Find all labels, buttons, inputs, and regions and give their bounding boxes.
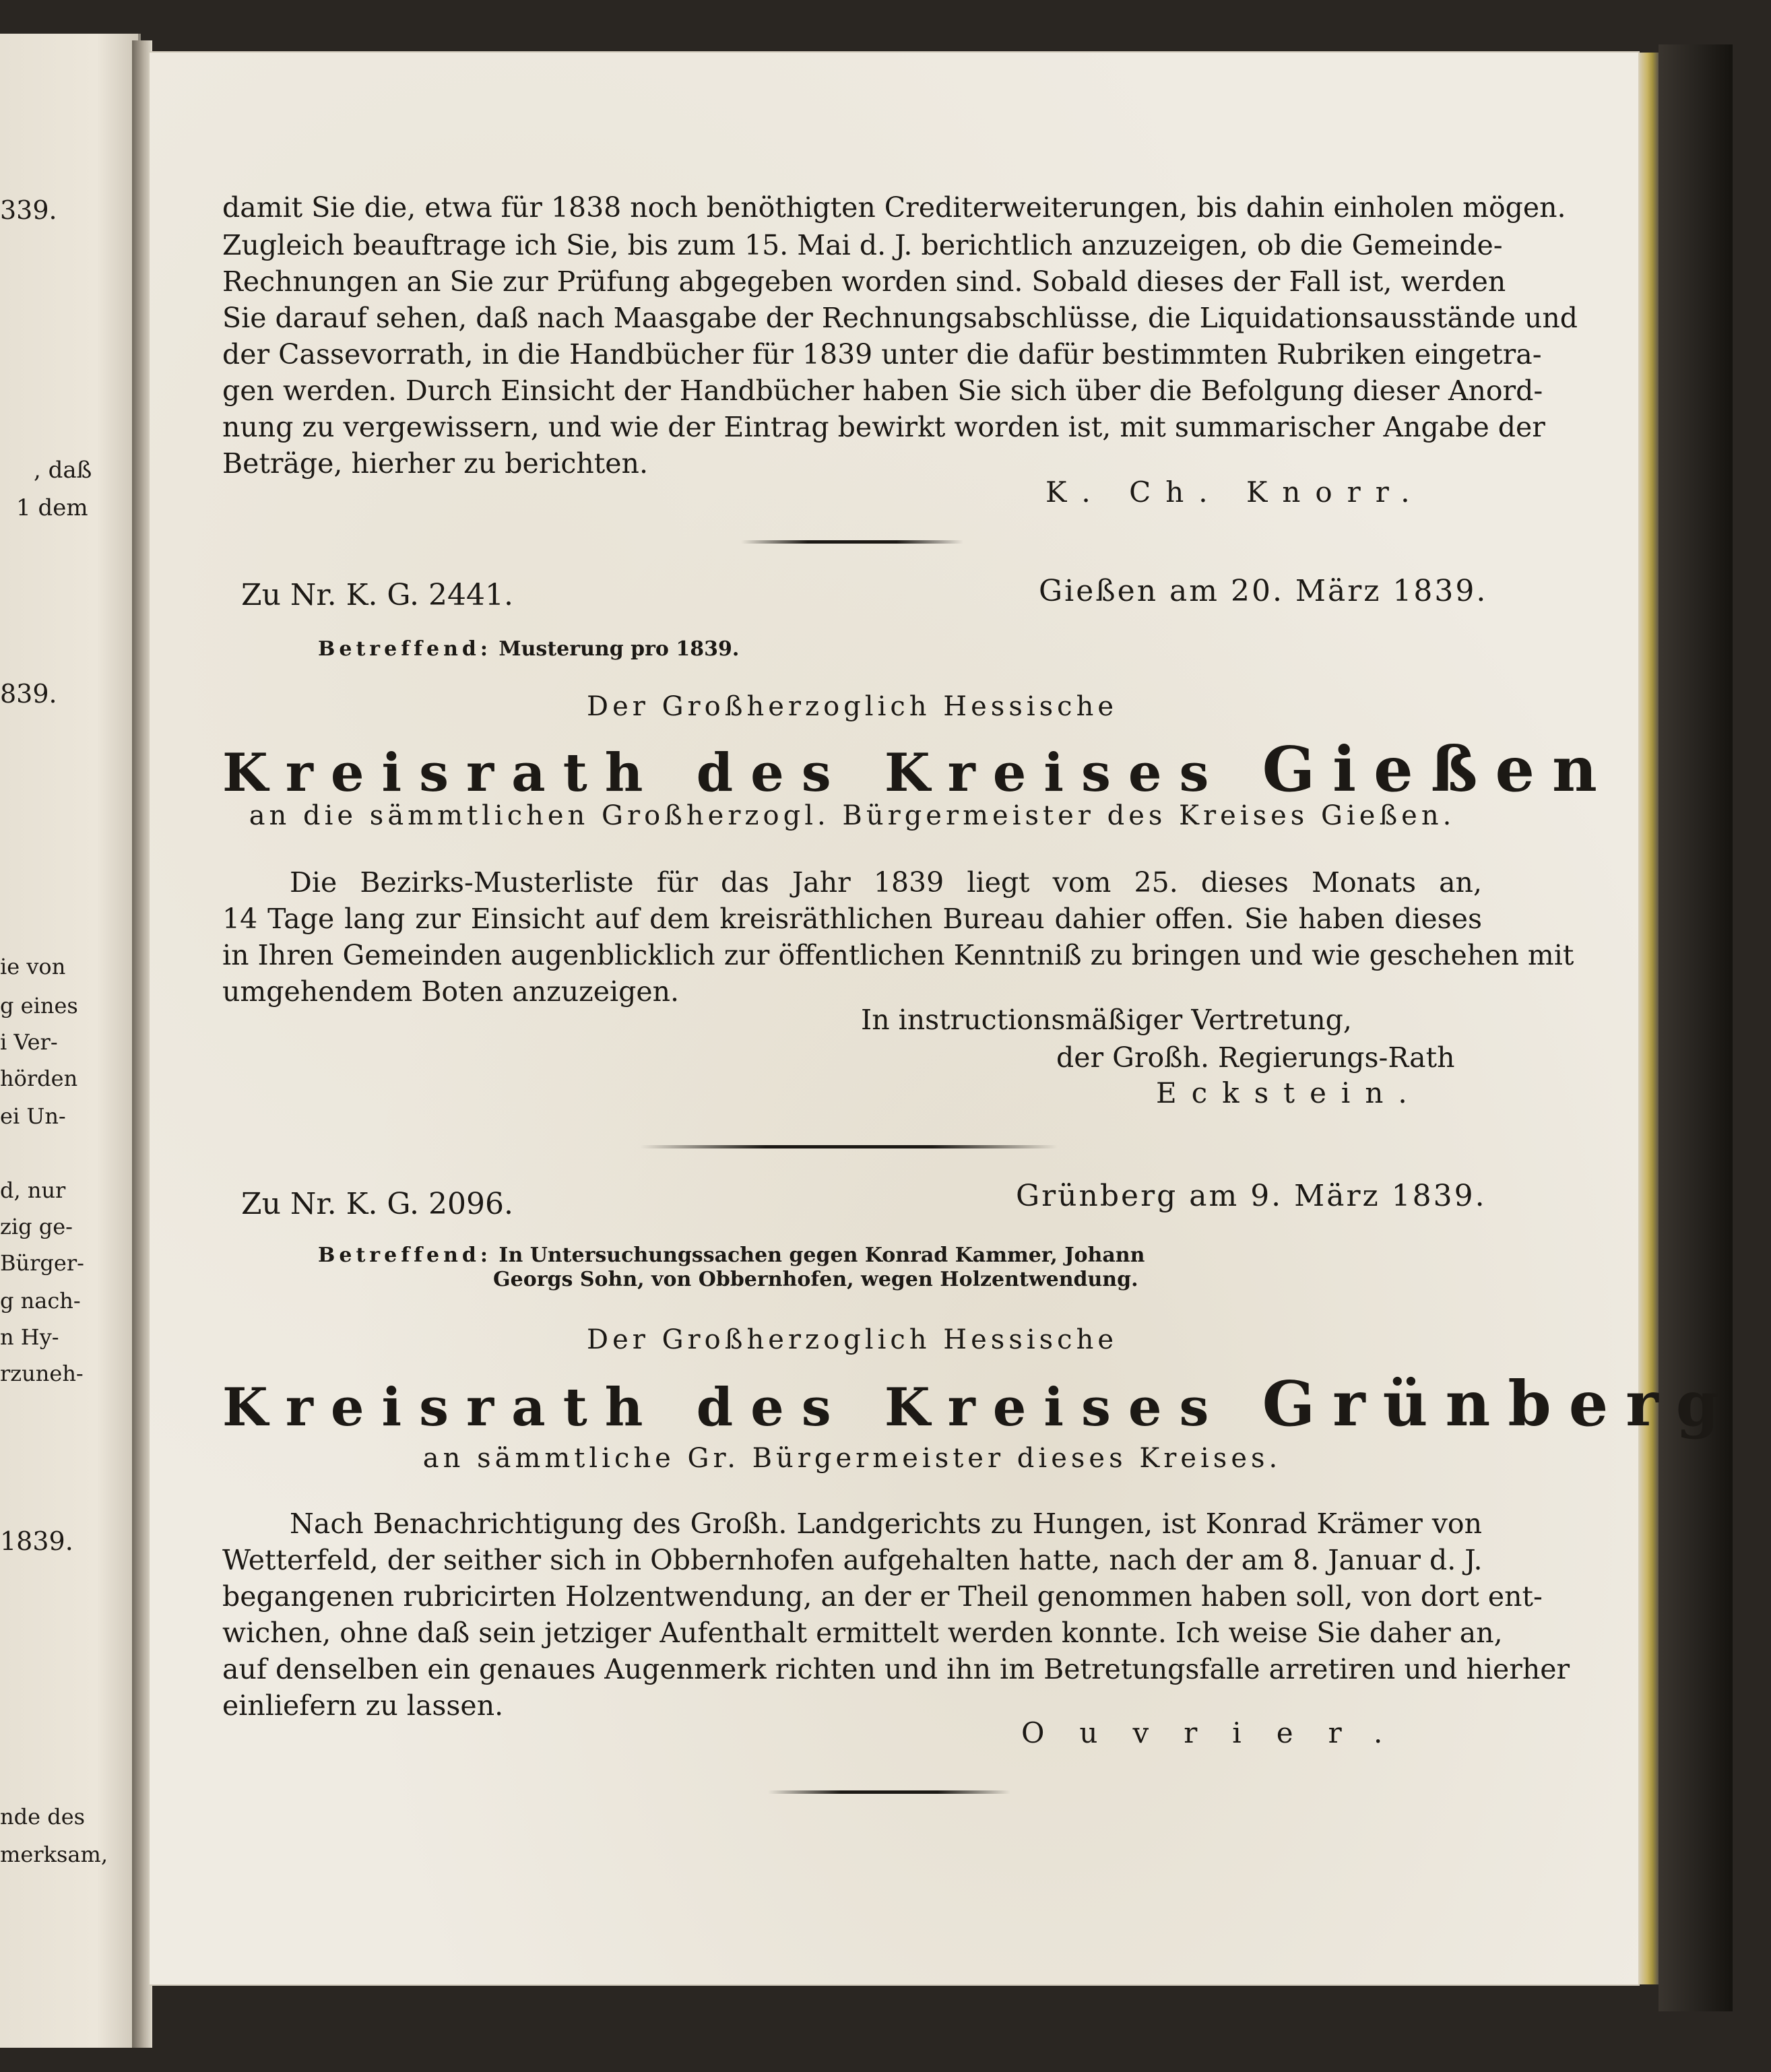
subject-label: Betreffend:: [318, 1243, 492, 1267]
signature: Ouvrier.: [1021, 1716, 1418, 1749]
heading-sub: Der Großherzoglich Hessische: [587, 691, 1118, 722]
left-fragment: Bürger-: [0, 1250, 84, 1276]
reference-number: Zu Nr. K. G. 2441.: [241, 578, 513, 612]
left-fragment: nde des: [0, 1804, 86, 1830]
left-fragment: 339.: [0, 195, 57, 225]
heading-main-b: Grünberg: [1262, 1367, 1737, 1440]
subject-line: [318, 637, 739, 661]
left-fragment: 1839.: [0, 1526, 73, 1556]
body-line: in Ihren Gemeinden augenblicklich zur öffentlichen Kenntniß zu bringen und wie geschehen mit: [222, 939, 1574, 971]
page-edge: [1638, 53, 1659, 1984]
left-fragment: i Ver-: [0, 1029, 58, 1055]
left-fragment: 839.: [0, 679, 57, 709]
signature: Eckstein.: [1156, 1076, 1422, 1109]
heading-main-b: Gießen: [1262, 733, 1615, 806]
section-divider: [640, 1145, 1058, 1148]
heading-main-a: Kreisrath des Kreises: [222, 1377, 1227, 1438]
left-fragment: merksam,: [0, 1842, 108, 1867]
body-line: Wetterfeld, der seither sich in Obbernhofen aufgehalten hatte, nach der am 8. Januar d. J.: [222, 1544, 1483, 1576]
section-divider: [741, 540, 963, 544]
body-line: Nach Benachrichtigung des Großh. Landgerichts zu Hungen, ist Konrad Krämer von: [290, 1508, 1482, 1540]
body-line: Sie darauf sehen, daß nach Maasgabe der Rechnungsabschlüsse, die Liquidationsausstände und: [222, 302, 1578, 334]
section-divider: [768, 1790, 1010, 1794]
body-line: damit Sie die, etwa für 1838 noch benöthigten Crediterweiterungen, bis dahin einholen mögen.: [222, 191, 1566, 224]
signature-line: In instructionsmäßiger Vertretung,: [861, 1004, 1352, 1036]
body-line: Rechnungen an Sie zur Prüfung abgegeben worden sind. Sobald dieses der Fall ist, werden: [222, 265, 1506, 298]
heading-main: [222, 733, 1615, 806]
signature-line: der Großh. Regierungs-Rath: [1056, 1041, 1455, 1074]
book-cover: [1659, 44, 1733, 2011]
body-line: nung zu vergewissern, und wie der Eintrag bewirkt worden ist, mit summarischer Angabe der: [222, 411, 1545, 443]
reference-number: Zu Nr. K. G. 2096.: [241, 1187, 513, 1221]
heading-addressee: an die sämmtlichen Großherzogl. Bürgermeister des Kreises Gießen.: [249, 800, 1456, 831]
left-fragment: , daß: [34, 457, 92, 484]
left-fragment: ie von: [0, 954, 66, 979]
body-line: Die Bezirks-Musterliste für das Jahr 1839 liegt vom 25. dieses Monats an,: [290, 866, 1482, 899]
body-line: begangenen rubricirten Holzentwendung, an der er Theil genommen haben soll, von dort ent-: [222, 1580, 1543, 1613]
place-date: Grünberg am 9. März 1839.: [1016, 1179, 1487, 1213]
left-fragment: d, nur: [0, 1177, 66, 1203]
body-line: wichen, ohne daß sein jetziger Aufenthalt ermittelt werden konnte. Ich weise Sie daher an,: [222, 1617, 1503, 1649]
body-line: einliefern zu lassen.: [222, 1689, 504, 1722]
left-fragment: hörden: [0, 1066, 78, 1091]
subject-text: Musterung pro 1839.: [498, 637, 740, 661]
left-fragment: 1 dem: [16, 494, 88, 521]
heading-addressee: an sämmtliche Gr. Bürgermeister dieses Kreises.: [422, 1443, 1282, 1474]
subject-text-continued: Georgs Sohn, von Obbernhofen, wegen Holzentwendung.: [493, 1268, 1138, 1291]
left-fragment: g eines: [0, 993, 78, 1018]
left-fragment: g nach-: [0, 1288, 81, 1314]
body-line: der Cassevorrath, in die Handbücher für 1839 unter die dafür bestimmten Rubriken eingetra-: [222, 338, 1542, 370]
left-fragment: n Hy-: [0, 1324, 59, 1350]
place-date: Gießen am 20. März 1839.: [1039, 574, 1488, 608]
body-line: umgehendem Boten anzuzeigen.: [222, 975, 680, 1008]
body-line: Beträge, hierher zu berichten.: [222, 447, 648, 480]
left-fragment: zig ge-: [0, 1214, 73, 1239]
heading-sub: Der Großherzoglich Hessische: [587, 1324, 1118, 1355]
subject-label: Betreffend:: [318, 637, 492, 661]
body-line: 14 Tage lang zur Einsicht auf dem kreisräthlichen Bureau dahier offen. Sie haben dieses: [222, 903, 1482, 935]
signature: K. Ch. Knorr.: [1045, 476, 1425, 509]
heading-main-a: Kreisrath des Kreises: [222, 742, 1227, 804]
left-fragment: ei Un-: [0, 1103, 66, 1129]
left-facing-page: [0, 34, 141, 2048]
body-line: auf denselben ein genaues Augenmerk richten und ihn im Betretungsfalle arretiren und hierher: [222, 1653, 1570, 1685]
subject-text: In Untersuchungssachen gegen Konrad Kammer, Johann: [498, 1243, 1145, 1267]
heading-main: [222, 1367, 1737, 1440]
body-line: gen werden. Durch Einsicht der Handbücher haben Sie sich über die Befolgung dieser Anord-: [222, 375, 1543, 407]
subject-line: [318, 1243, 1145, 1267]
body-line: Zugleich beauftrage ich Sie, bis zum 15. Mai d. J. berichtlich anzuzeigen, ob die Gemeinde-: [222, 229, 1503, 261]
left-fragment: rzuneh-: [0, 1361, 84, 1386]
